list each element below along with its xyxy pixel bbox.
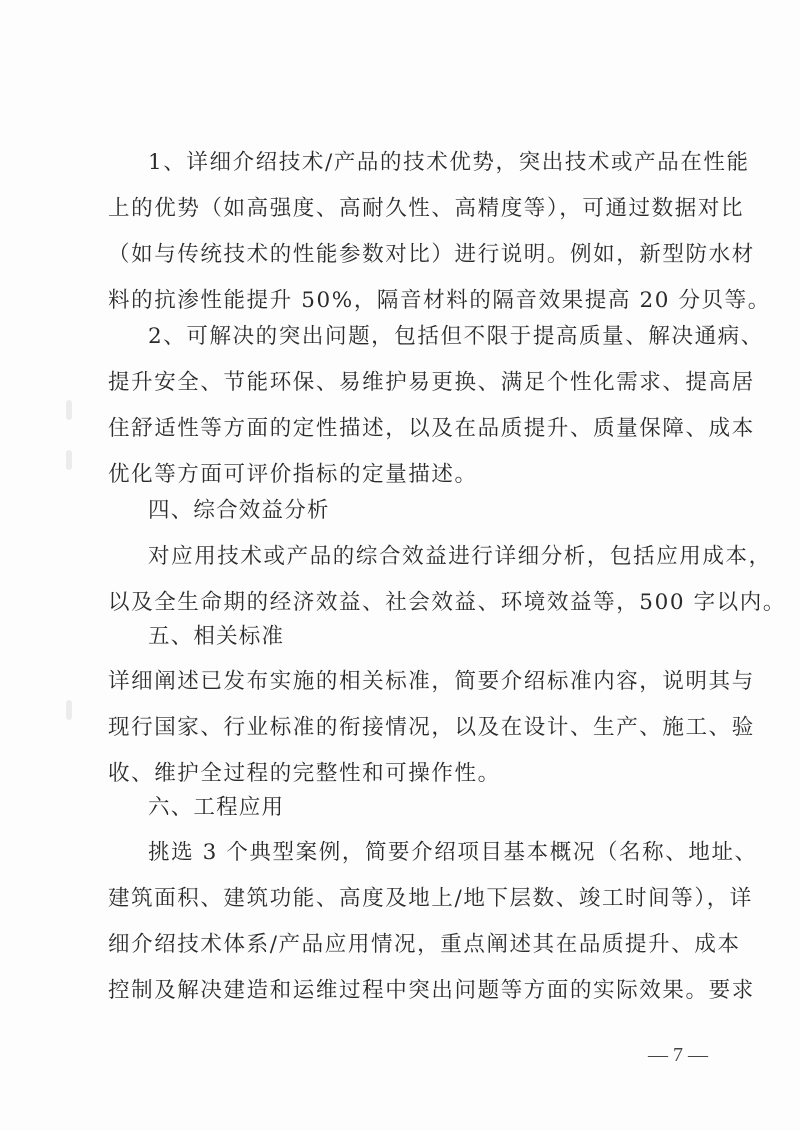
paragraph-line: 现行国家、行业标准的衔接情况，以及在设计、生产、施工、验 [108, 715, 755, 740]
scan-mark [66, 450, 72, 470]
paragraph-line: 对应用技术或产品的综合效益进行详细分析，包括应用成本， [148, 544, 772, 569]
paragraph-line: 上的优势（如高强度、高耐久性、高精度等），可通过数据对比 [108, 196, 745, 221]
paragraph-line: 料的抗渗性能提升 50%，隔音材料的隔音效果提高 20 分贝等。 [108, 288, 771, 313]
paragraph-line: 1、详细介绍技术/产品的技术优势，突出技术或产品在性能 [148, 150, 750, 175]
paragraph-line: 收、维护全过程的完整性和可操作性。 [108, 761, 501, 786]
section-heading-engineering-application: 六、工程应用 [148, 795, 285, 820]
paragraph-line: 提升安全、节能环保、易维护易更换、满足个性化需求、提高居 [108, 370, 755, 395]
section-heading-standards: 五、相关标准 [148, 624, 285, 649]
paragraph-line: 细介绍技术体系/产品应用情况，重点阐述其在品质提升、成本 [108, 932, 741, 957]
page-number: — 7 — [648, 1044, 708, 1066]
paragraph-line: 优化等方面可评价指标的定量描述。 [108, 462, 478, 487]
paragraph-line: 控制及解决建造和运维过程中突出问题等方面的实际效果。要求 [108, 978, 755, 1003]
paragraph-line: 以及全生命期的经济效益、社会效益、环境效益等，500 字以内。 [108, 590, 786, 615]
paragraph-line: 2、可解决的突出问题，包括但不限于提高质量、解决通病、 [148, 324, 764, 349]
scan-mark [66, 400, 72, 420]
scan-mark [66, 700, 72, 720]
paragraph-line: 详细阐述已发布实施的相关标准，简要介绍标准内容，说明其与 [108, 669, 755, 694]
paragraph-line: 建筑面积、建筑功能、高度及地上/地下层数、竣工时间等），详 [108, 886, 753, 911]
paragraph-line: （如与传统技术的性能参数对比）进行说明。例如，新型防水材 [108, 242, 755, 267]
paragraph-line: 挑选 3 个典型案例，简要介绍项目基本概况（名称、地址、 [148, 840, 758, 865]
section-heading-benefit-analysis: 四、综合效益分析 [148, 498, 330, 523]
paragraph-line: 住舒适性等方面的定性描述，以及在品质提升、质量保障、成本 [108, 416, 755, 441]
